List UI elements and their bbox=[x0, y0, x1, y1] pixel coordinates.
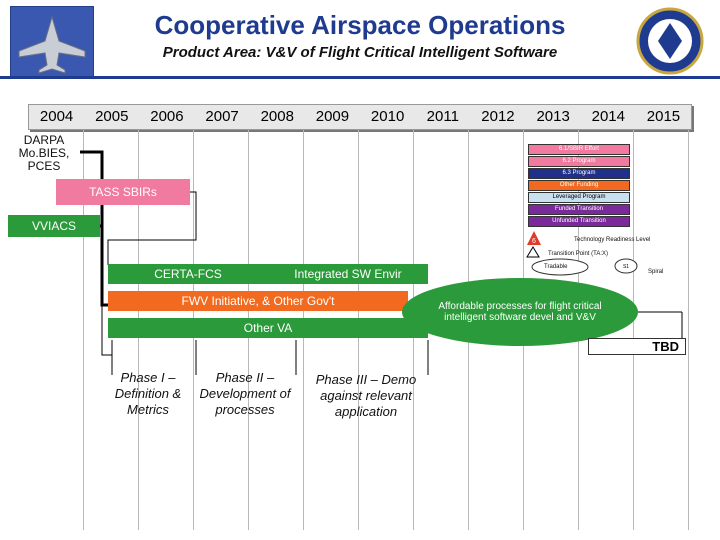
trl-marker-icon bbox=[526, 230, 542, 246]
vviacs-box: VVIACS bbox=[8, 215, 100, 237]
year-label: 2013 bbox=[536, 108, 570, 125]
legend-unfunded-transition: Unfunded Transition bbox=[528, 216, 630, 227]
page-title: Cooperative Airspace Operations bbox=[154, 10, 566, 40]
year-label: 2006 bbox=[150, 108, 184, 125]
year-label: 2008 bbox=[260, 108, 294, 125]
other-va-bar: Other VA bbox=[108, 318, 428, 338]
tbd-box: TBD bbox=[588, 338, 686, 355]
year-label: 2012 bbox=[481, 108, 515, 125]
year-label: 2004 bbox=[39, 108, 74, 125]
legend-6-3-program: 6.3 Program bbox=[528, 168, 630, 179]
fwv-initiative-bar: FWV Initiative, & Other Gov't bbox=[108, 291, 408, 311]
certa-fcs-bar: CERTA-FCS bbox=[108, 264, 268, 284]
year-label: 2005 bbox=[95, 108, 129, 125]
transition-point-icon bbox=[526, 246, 540, 258]
trl-marker-label: 6 bbox=[532, 238, 536, 245]
year-label: 2007 bbox=[205, 108, 239, 125]
spiral-marker-icon bbox=[614, 258, 638, 274]
darpa-program-label: DARPA Mo.BIES, PCES bbox=[18, 133, 70, 173]
affordable-processes-goal: Affordable processes for flight critical intelligent software devel and V&V bbox=[402, 278, 638, 346]
tass-sbirs-box: TASS SBIRs bbox=[56, 179, 190, 205]
legend-6-2-program: 6.2 Program bbox=[528, 156, 630, 167]
phase-3-label: Phase III – Demo against relevant application bbox=[315, 372, 417, 419]
year-label: 2010 bbox=[370, 108, 405, 125]
spiral-marker-label: S1 bbox=[622, 264, 630, 270]
page-subtitle: Product Area: V&V of Flight Critical Intelligent Software bbox=[162, 44, 558, 61]
phase-1-label: Phase I – Definition & Metrics bbox=[114, 370, 182, 417]
legend-transition-point-label: Transition Point (TA:X) bbox=[548, 251, 609, 257]
phase-2-label: Phase II – Development of processes bbox=[199, 370, 291, 417]
year-label: 2011 bbox=[426, 108, 459, 125]
year-label: 2009 bbox=[315, 108, 350, 125]
legend-funded-transition: Funded Transition bbox=[528, 204, 630, 215]
legend-trl-label: Technology Readiness Level bbox=[574, 237, 651, 243]
legend-sbir-effort: 6.1/SBIR Effort bbox=[528, 144, 630, 155]
legend-spiral-label: Spiral bbox=[648, 269, 664, 275]
legend-leveraged-program: Leveraged Program bbox=[528, 192, 630, 203]
integrated-sw-envir-bar: Integrated SW Envir bbox=[268, 264, 428, 284]
legend-tradable-label: Tradable bbox=[544, 264, 568, 270]
year-label: 2015 bbox=[646, 108, 681, 125]
year-label: 2014 bbox=[591, 108, 625, 125]
legend-other-funding: Other Funding bbox=[528, 180, 630, 191]
